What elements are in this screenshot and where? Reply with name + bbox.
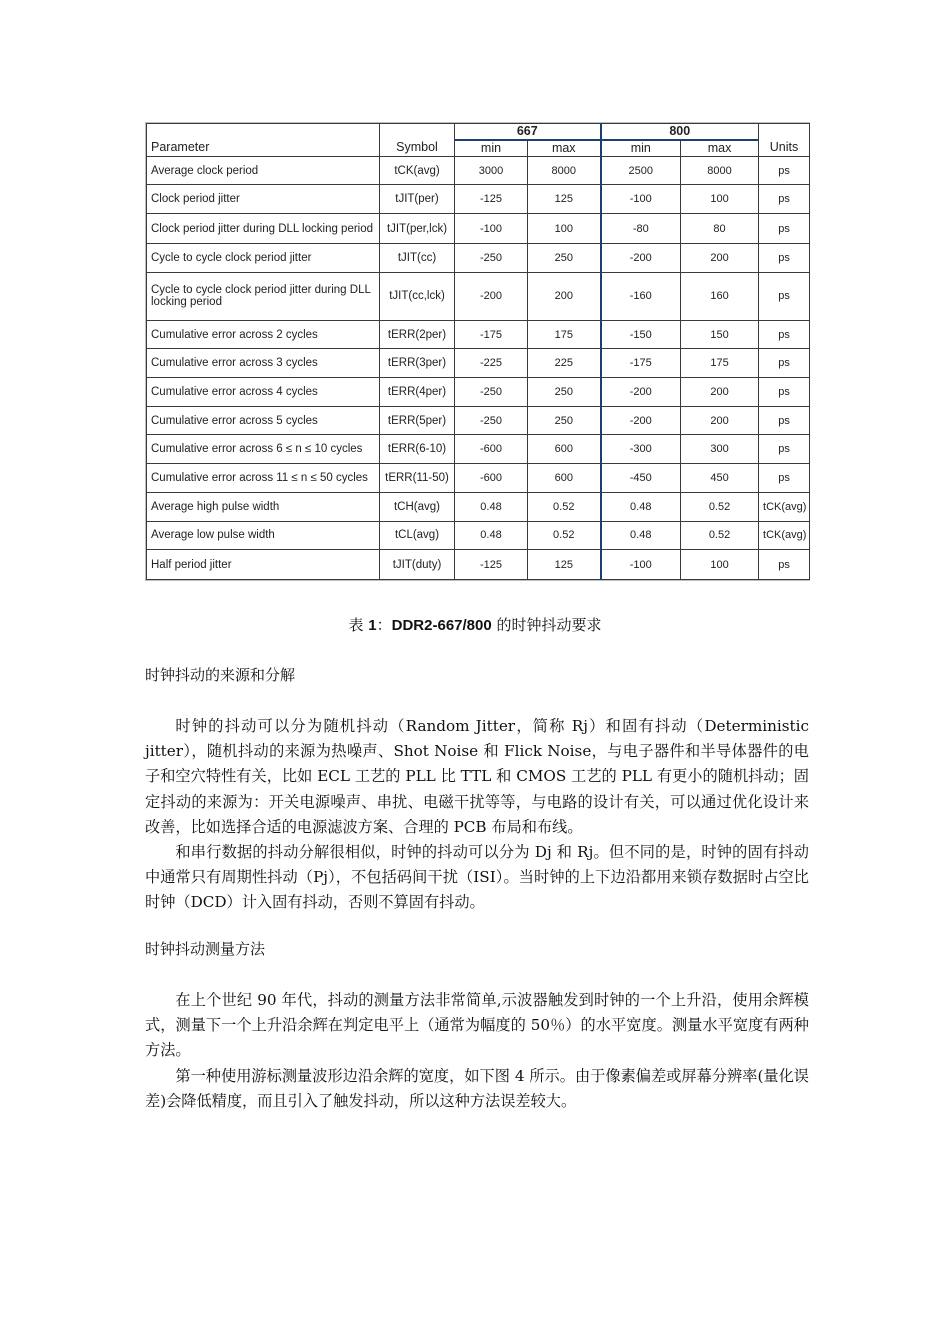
cell-units: ps	[759, 435, 810, 464]
jitter-spec-table	[146, 123, 810, 580]
paragraph-measurement-history: 在上个世纪 90 年代，抖动的测量方法非常简单,示波器触发到时钟的一个上升沿，使用余辉模式，测量下一个上升沿余辉在判定电平上（通常为幅度的 50％）的水平宽度。测量水平宽度有两种方法。	[145, 991, 809, 1060]
cell-max-800: 200	[681, 406, 759, 435]
header-units: Units	[759, 124, 810, 157]
cell-min-800: -200	[601, 406, 681, 435]
cell-min-667: 0.48	[455, 521, 528, 550]
cell-units: ps	[759, 272, 810, 320]
table-row	[147, 214, 810, 244]
cell-symbol: tERR(11-50)	[380, 464, 455, 493]
cell-max-800: 160	[681, 272, 759, 320]
cell-parameter: Clock period jitter	[147, 185, 380, 214]
cell-min-800: 0.48	[601, 492, 681, 521]
section-heading-jitter-source: 时钟抖动的来源和分解	[145, 666, 296, 684]
cell-parameter: Cumulative error across 5 cycles	[147, 406, 380, 435]
table-row	[147, 349, 810, 378]
cell-parameter: Average clock period	[147, 156, 380, 185]
header-group-667: 667	[455, 124, 601, 140]
cell-symbol: tCH(avg)	[380, 492, 455, 521]
caption-number: 1	[368, 617, 377, 634]
cell-symbol: tERR(3per)	[380, 349, 455, 378]
cell-min-667: -200	[455, 272, 528, 320]
table-row	[147, 185, 810, 214]
cell-parameter: Cumulative error across 6 ≤ n ≤ 10 cycles	[147, 435, 380, 464]
cell-units: ps	[759, 464, 810, 493]
cell-max-667: 600	[528, 435, 601, 464]
cell-max-667: 250	[528, 378, 601, 407]
cell-parameter: Average low pulse width	[147, 521, 380, 550]
cell-symbol: tERR(4per)	[380, 378, 455, 407]
cell-parameter: Cycle to cycle clock period jitter	[147, 243, 380, 272]
cell-max-667: 250	[528, 406, 601, 435]
cell-max-800: 175	[681, 349, 759, 378]
paragraph-cursor-method: 第一种使用游标测量波形边沿余辉的宽度，如下图 4 所示。由于像素偏差或屏幕分辨率(量化误差)会降低精度，而且引入了触发抖动，所以这种方法误差较大。	[145, 1067, 809, 1111]
header-max-667: max	[528, 140, 601, 156]
cell-parameter: Average high pulse width	[147, 492, 380, 521]
cell-min-667: 0.48	[455, 492, 528, 521]
cell-min-667: -600	[455, 464, 528, 493]
cell-max-800: 100	[681, 550, 759, 580]
caption-name: DDR2-667/800	[391, 617, 492, 634]
table-row	[147, 464, 810, 493]
cell-symbol: tERR(5per)	[380, 406, 455, 435]
cell-min-800: -200	[601, 378, 681, 407]
cell-min-667: 3000	[455, 156, 528, 185]
cell-max-667: 175	[528, 320, 601, 349]
cell-max-667: 125	[528, 550, 601, 580]
cell-min-667: -100	[455, 214, 528, 244]
cell-symbol: tJIT(per)	[380, 185, 455, 214]
cell-min-800: -80	[601, 214, 681, 244]
cell-units: ps	[759, 243, 810, 272]
section-heading-measurement: 时钟抖动测量方法	[145, 940, 266, 958]
cell-parameter: Clock period jitter during DLL locking period	[147, 214, 380, 244]
cell-min-800: -150	[601, 320, 681, 349]
cell-min-800: -450	[601, 464, 681, 493]
cell-parameter: Cycle to cycle clock period jitter during DLL locking period	[147, 272, 380, 320]
caption-colon: ：	[376, 616, 392, 634]
cell-min-800: 0.48	[601, 521, 681, 550]
cell-parameter: Cumulative error across 3 cycles	[147, 349, 380, 378]
cell-parameter: Cumulative error across 4 cycles	[147, 378, 380, 407]
cell-units: ps	[759, 185, 810, 214]
cell-max-667: 250	[528, 243, 601, 272]
cell-max-800: 200	[681, 378, 759, 407]
caption-prefix: 表	[348, 616, 369, 634]
cell-symbol: tERR(6-10)	[380, 435, 455, 464]
table-row	[147, 156, 810, 185]
cell-max-800: 80	[681, 214, 759, 244]
table-row	[147, 550, 810, 580]
cell-parameter: Cumulative error across 11 ≤ n ≤ 50 cycles	[147, 464, 380, 493]
paragraph-clock-jitter-decomposition: 和串行数据的抖动分解很相似，时钟的抖动可以分为 Dj 和 Rj。但不同的是，时钟的固有抖动中通常只有周期性抖动（Pj），不包括码间干扰（ISI）。当时钟的上下边沿都用来锁存数据时占空比时钟（DCD）计入固有抖动，否则不算固有抖动。	[145, 843, 809, 912]
cell-max-667: 0.52	[528, 521, 601, 550]
cell-max-800: 0.52	[681, 521, 759, 550]
table-row	[147, 378, 810, 407]
cell-units: ps	[759, 550, 810, 580]
cell-max-667: 200	[528, 272, 601, 320]
cell-symbol: tERR(2per)	[380, 320, 455, 349]
table-row	[147, 243, 810, 272]
cell-units: ps	[759, 349, 810, 378]
cell-max-667: 8000	[528, 156, 601, 185]
cell-parameter: Half period jitter	[147, 550, 380, 580]
cell-symbol: tCL(avg)	[380, 521, 455, 550]
cell-units: ps	[759, 214, 810, 244]
cell-min-800: -100	[601, 550, 681, 580]
cell-units: ps	[759, 320, 810, 349]
cell-min-800: -300	[601, 435, 681, 464]
cell-max-667: 0.52	[528, 492, 601, 521]
cell-min-667: -125	[455, 185, 528, 214]
cell-min-667: -250	[455, 378, 528, 407]
cell-units: ps	[759, 156, 810, 185]
header-group-800: 800	[601, 124, 759, 140]
cell-units: tCK(avg)	[759, 521, 810, 550]
cell-min-667: -125	[455, 550, 528, 580]
cell-max-800: 8000	[681, 156, 759, 185]
table-caption	[0, 614, 950, 635]
cell-parameter: Cumulative error across 2 cycles	[147, 320, 380, 349]
cell-min-667: -250	[455, 406, 528, 435]
cell-units: ps	[759, 378, 810, 407]
table-row	[147, 492, 810, 521]
cell-min-800: 2500	[601, 156, 681, 185]
cell-min-667: -175	[455, 320, 528, 349]
header-symbol: Symbol	[380, 124, 455, 157]
table-row	[147, 320, 810, 349]
header-parameter: Parameter	[147, 124, 380, 157]
cell-max-800: 200	[681, 243, 759, 272]
cell-min-800: -175	[601, 349, 681, 378]
cell-min-800: -160	[601, 272, 681, 320]
cell-max-667: 600	[528, 464, 601, 493]
cell-min-800: -200	[601, 243, 681, 272]
cell-min-667: -225	[455, 349, 528, 378]
table-row	[147, 406, 810, 435]
cell-max-667: 100	[528, 214, 601, 244]
cell-symbol: tCK(avg)	[380, 156, 455, 185]
cell-units: tCK(avg)	[759, 492, 810, 521]
cell-symbol: tJIT(duty)	[380, 550, 455, 580]
cell-max-667: 225	[528, 349, 601, 378]
cell-units: ps	[759, 406, 810, 435]
cell-min-667: -250	[455, 243, 528, 272]
table-row	[147, 272, 810, 320]
cell-min-667: -600	[455, 435, 528, 464]
jitter-spec-table-frame	[145, 122, 810, 581]
cell-max-667: 125	[528, 185, 601, 214]
cell-symbol: tJIT(cc)	[380, 243, 455, 272]
cell-max-800: 0.52	[681, 492, 759, 521]
cell-min-800: -100	[601, 185, 681, 214]
cell-max-800: 150	[681, 320, 759, 349]
caption-suffix: 的时钟抖动要求	[491, 616, 602, 634]
cell-symbol: tJIT(cc,lck)	[380, 272, 455, 320]
header-max-800: max	[681, 140, 759, 156]
header-min-667: min	[455, 140, 528, 156]
cell-symbol: tJIT(per,lck)	[380, 214, 455, 244]
cell-max-800: 300	[681, 435, 759, 464]
table-row	[147, 521, 810, 550]
cell-max-800: 450	[681, 464, 759, 493]
cell-max-800: 100	[681, 185, 759, 214]
header-min-800: min	[601, 140, 681, 156]
table-row	[147, 435, 810, 464]
paragraph-jitter-types: 时钟的抖动可以分为随机抖动（Random Jitter，简称 Rj）和固有抖动（Deterministic jitter），随机抖动的来源为热噪声、Shot Noise 和 Flick Noise，与电子器件和半导体器件的电子和空穴特性有关，比如 ECL 工艺的 PLL 比 TTL 和 CMOS 工艺的 PLL 有更小的随机抖动；固定抖动的来源为：开关电源噪声、串扰、电磁干扰等等，与电路的设计有关，可以通过优化设计来改善，比如选择合适的电源滤波方案、合理的 PCB 布局和布线。	[145, 717, 809, 836]
